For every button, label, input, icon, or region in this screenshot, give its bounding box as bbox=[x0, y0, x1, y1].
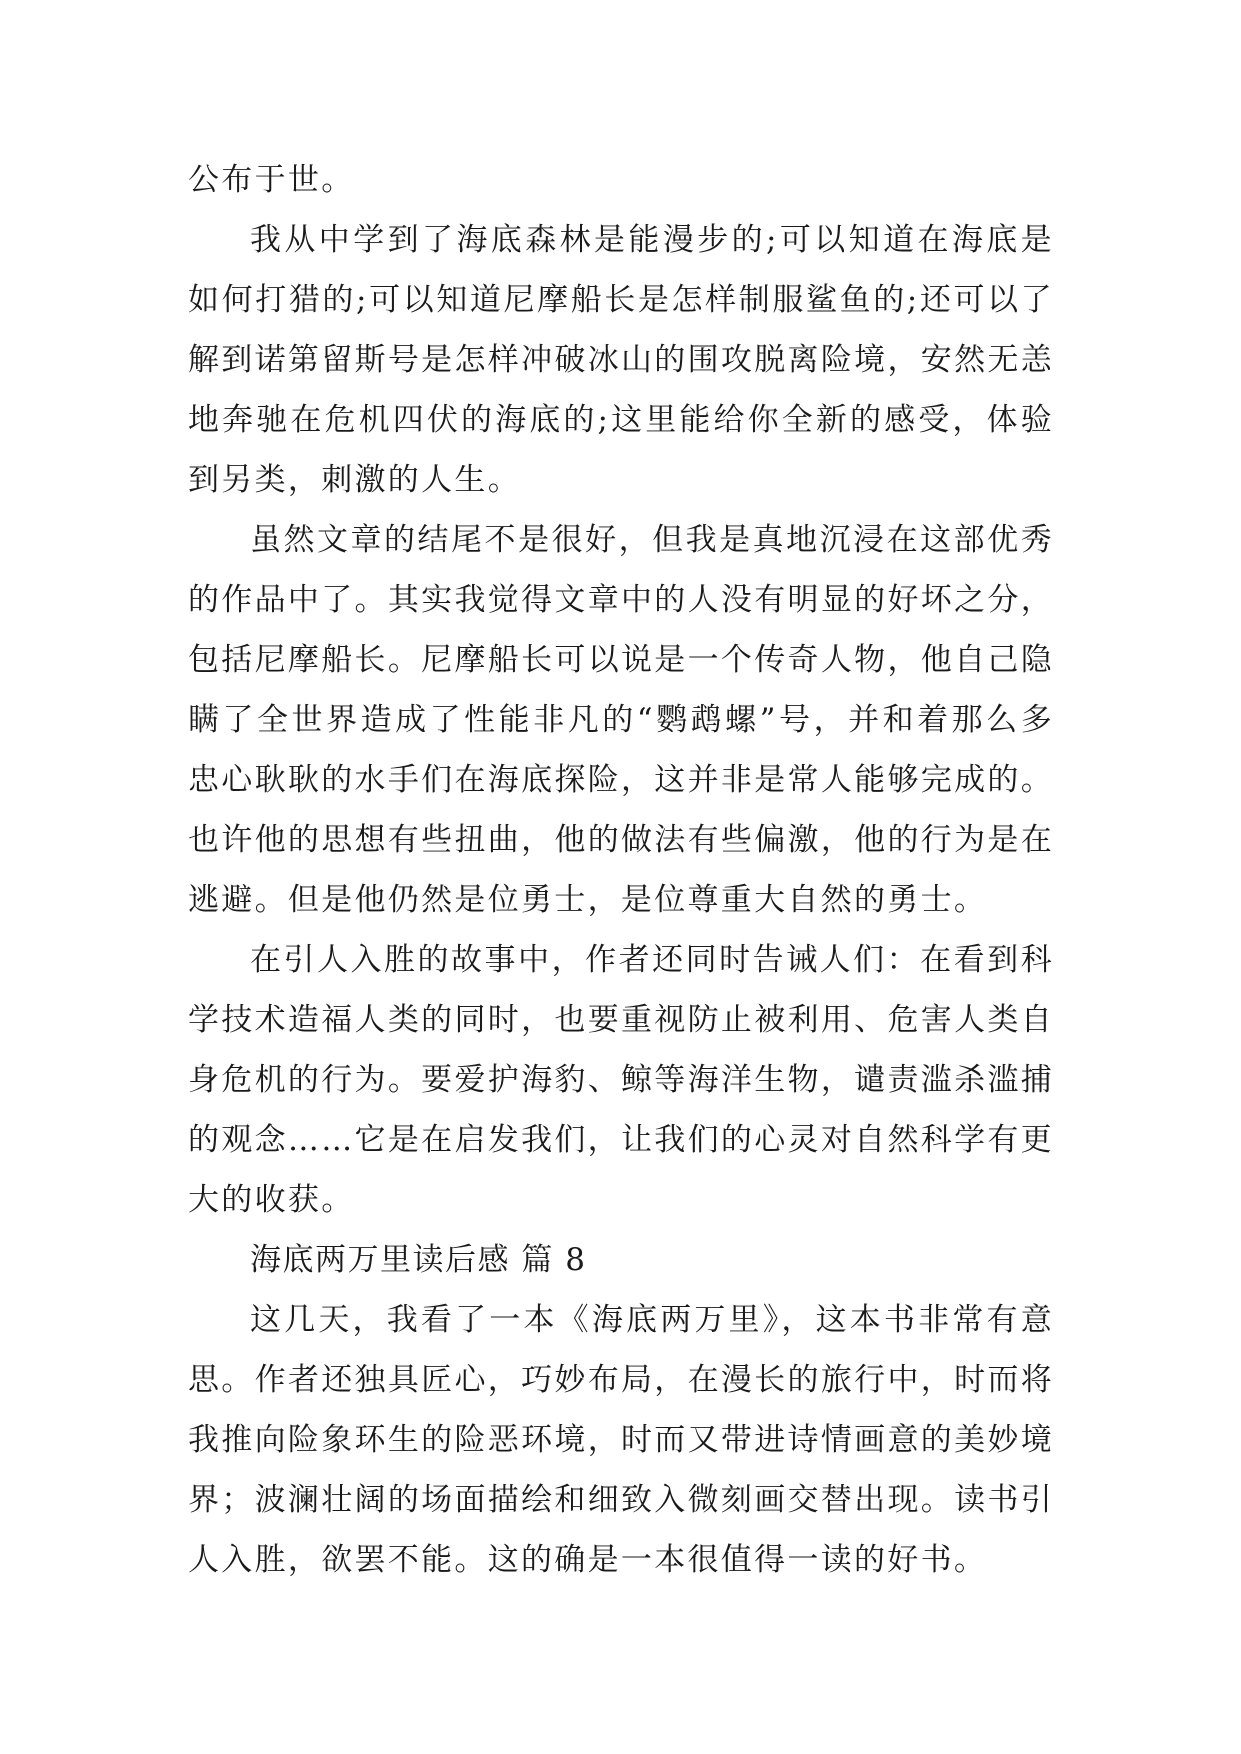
paragraph-captain-nemo: 虽然文章的结尾不是很好，但我是真地沉浸在这部优秀的作品中了。其实我觉得文章中的人没有明显的好坏之分，包括尼摩船长。尼摩船长可以说是一个传奇人物，他自己隐瞒了全世界造成了性能非凡的“鹦鹉螺”号，并和着那么多忠心耿耿的水手们在海底探险，这并非是常人能够完成的。也许他的思想有些扭曲，他的做法有些偏激，他的行为是在逃避。但是他仍然是位勇士，是位尊重大自然的勇士。 bbox=[188, 522, 1054, 918]
paragraph-warning: 在引人入胜的故事中，作者还同时告诫人们：在看到科学技术造福人类的同时，也要重视防止被利用、危害人类自身危机的行为。要爱护海豹、鲸等海洋生物，谴责滥杀滥捕的观念……它是在启发我们，让我们的心灵对自然科学有更大的收获。 bbox=[188, 942, 1054, 1218]
paragraph-section-8: 这几天，我看了一本《海底两万里》，这本书非常有意思。作者还独具匠心，巧妙布局，在漫长的旅行中，时而将我推向险象环生的险恶环境，时而又带进诗情画意的美妙境界；波澜壮阔的场面描绘和细致入微刻画交替出现。读书引人入胜，欲罢不能。这的确是一本很值得一读的好书。 bbox=[188, 1302, 1054, 1578]
paragraph-continuation: 公布于世。 bbox=[188, 162, 355, 198]
paragraph-learned: 我从中学到了海底森林是能漫步的;可以知道在海底是如何打猎的;可以知道尼摩船长是怎样制服鲨鱼的;还可以了解到诺第留斯号是怎样冲破冰山的围攻脱离险境，安然无恙地奔驰在危机四伏的海底的;这里能给你全新的感受，体验到另类，刺激的人生。 bbox=[188, 222, 1054, 498]
document-body bbox=[188, 150, 1054, 1590]
section-heading: 海底两万里读后感 篇 8 bbox=[250, 1242, 587, 1278]
